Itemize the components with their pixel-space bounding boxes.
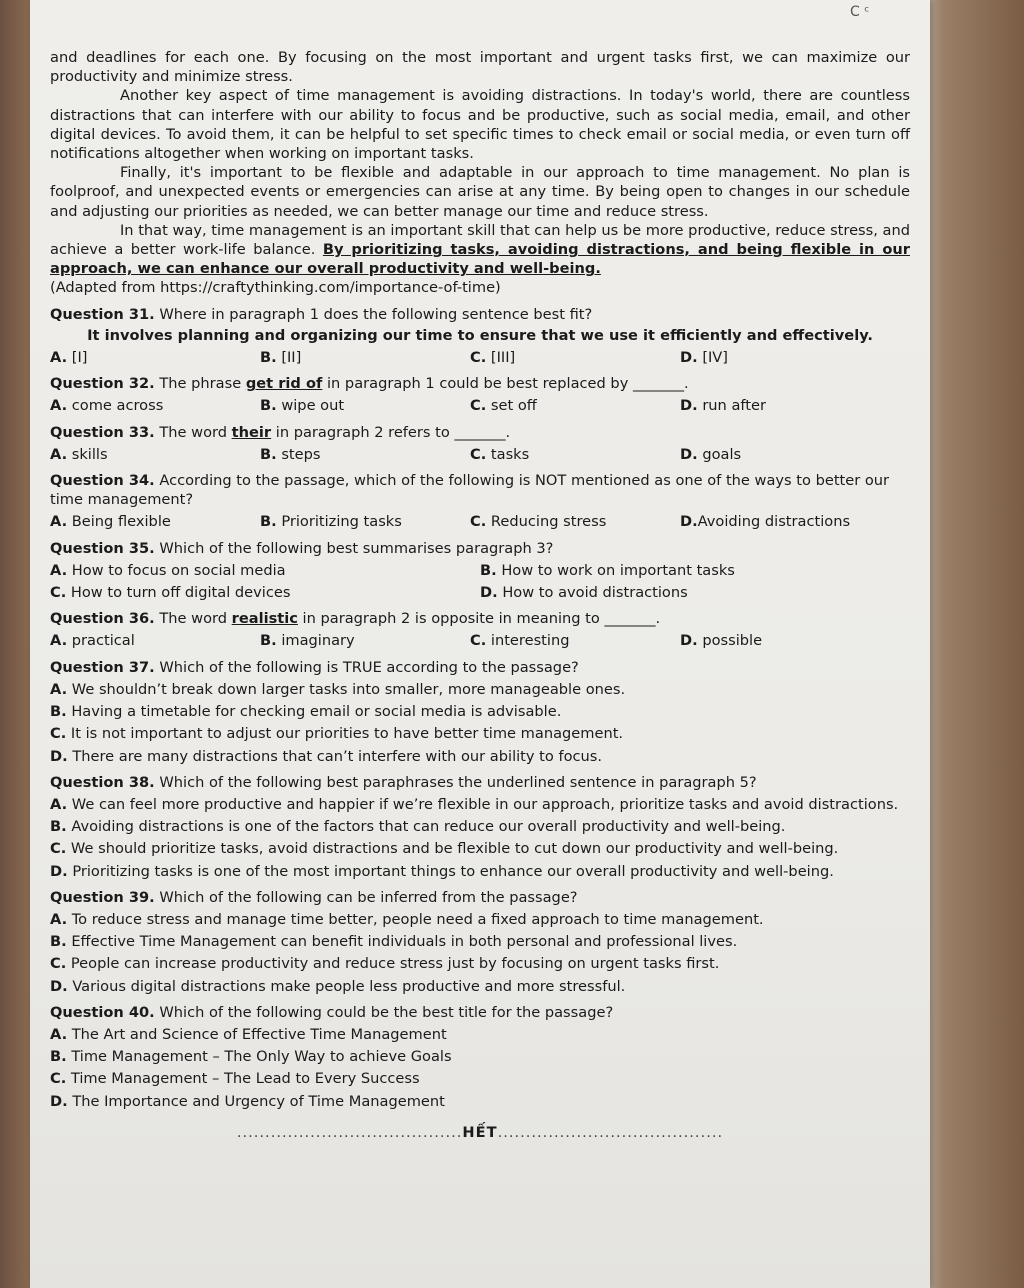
option-b[interactable] <box>260 631 470 650</box>
option-letter: A. <box>50 513 68 531</box>
question-39-text <box>50 888 910 907</box>
option-c[interactable] <box>50 839 910 858</box>
underlined-sentence: By prioritizing tasks, avoiding distractions, and being flexible in our approach, we can enhance our overall productivity and well-being. <box>50 241 910 278</box>
question-36-options <box>50 631 910 650</box>
option-text: Effective Time Management can benefit individuals in both personal and professional lives. <box>71 933 738 951</box>
question-33 <box>50 423 910 464</box>
option-c[interactable] <box>470 348 680 367</box>
option-text: The Importance and Urgency of Time Management <box>72 1092 445 1110</box>
option-text: We can feel more productive and happier if we’re flexible in our approach, prioritize tasks and avoid distractions. <box>71 795 899 813</box>
question-31-sentence: It involves planning and organizing our time to ensure that we use it efficiently and effectively. <box>87 326 873 344</box>
option-text: imaginary <box>281 632 355 650</box>
question-32-text <box>50 374 910 393</box>
question-36-text <box>50 609 910 628</box>
question-31-number: Question 31. <box>50 305 155 323</box>
option-letter: A. <box>50 795 68 813</box>
question-35-prompt: Which of the following best summarises paragraph 3? <box>154 539 554 557</box>
option-letter: C. <box>470 349 487 367</box>
option-letter: B. <box>480 561 497 579</box>
option-letter: A. <box>50 561 68 579</box>
option-text: wipe out <box>281 397 345 415</box>
page-mark: C ᶜ <box>850 4 870 20</box>
option-text: Being flexible <box>71 513 171 531</box>
option-d[interactable] <box>50 747 910 766</box>
option-letter: C. <box>470 445 487 463</box>
option-c[interactable] <box>470 396 680 415</box>
question-38-text <box>50 773 910 792</box>
option-text: steps <box>281 445 321 463</box>
option-letter: C. <box>470 632 487 650</box>
option-text: How to work on important tasks <box>501 561 735 579</box>
option-letter: C. <box>50 725 67 743</box>
question-35 <box>50 539 910 603</box>
option-text: Prioritizing tasks <box>281 513 402 531</box>
option-letter: A. <box>50 910 68 928</box>
question-36 <box>50 609 910 650</box>
option-text: We shouldn’t break down larger tasks into smaller, more manageable ones. <box>71 680 626 698</box>
end-dots-right: ........................................ <box>497 1123 724 1141</box>
option-text: Prioritizing tasks is one of the most important things to enhance our overall productivity and well-being. <box>72 862 834 880</box>
option-letter: D. <box>680 349 698 367</box>
option-c[interactable] <box>470 445 680 464</box>
option-text: It is not important to adjust our priorities to have better time management. <box>70 725 624 743</box>
question-38 <box>50 773 910 881</box>
option-b[interactable] <box>260 512 470 531</box>
question-32-keyword: get rid of <box>245 375 323 393</box>
option-text: set off <box>490 397 537 415</box>
option-letter: D. <box>50 862 68 880</box>
question-37-number: Question 37. <box>50 658 155 676</box>
paragraph-2: Another key aspect of time management is avoiding distractions. In today's world, there are countless distractions that can interfere with our ability to focus and be productive, such as social media, email, and other digital devices. To avoid them, it can be helpful to set specific times to check email or social media, or even turn off notifications altogether when working on important tasks. <box>50 87 910 163</box>
option-text: The Art and Science of Effective Time Management <box>71 1025 447 1043</box>
option-text: To reduce stress and manage time better, people need a fixed approach to time management. <box>71 910 764 928</box>
option-text: Avoiding distractions is one of the factors that can reduce our overall productivity and well-being. <box>71 818 786 836</box>
option-letter: A. <box>50 349 68 367</box>
option-b[interactable] <box>260 348 470 367</box>
question-33-keyword: their <box>231 423 272 441</box>
paragraph-4 <box>50 221 910 279</box>
option-letter: D. <box>680 397 698 415</box>
option-text: [III] <box>490 349 516 367</box>
option-b[interactable] <box>50 817 910 836</box>
exam-content <box>50 48 910 1142</box>
option-text: People can increase productivity and reduce stress just by focusing on urgent tasks first. <box>70 955 720 973</box>
option-b[interactable] <box>50 702 910 721</box>
question-40-text <box>50 1003 910 1022</box>
question-36-prompt-end: in paragraph 2 is opposite in meaning to _______. <box>297 610 661 628</box>
option-letter: B. <box>50 818 67 836</box>
option-d[interactable] <box>50 862 910 881</box>
question-33-prompt-end: in paragraph 2 refers to _______. <box>271 423 511 441</box>
question-35-options-row-2 <box>50 583 910 602</box>
option-text: practical <box>71 632 135 650</box>
option-letter: D. <box>680 513 698 531</box>
question-35-options-row-1 <box>50 561 910 580</box>
option-a[interactable] <box>50 910 910 929</box>
option-text: Having a timetable for checking email or social media is advisable. <box>71 703 562 721</box>
option-letter: B. <box>260 445 277 463</box>
question-36-prompt-start: The word <box>154 610 232 628</box>
question-35-number: Question 35. <box>50 539 155 557</box>
option-b[interactable] <box>50 932 910 951</box>
option-text: possible <box>702 632 763 650</box>
option-c[interactable] <box>470 512 680 531</box>
question-40 <box>50 1003 910 1111</box>
option-text: Time Management – The Lead to Every Success <box>70 1070 420 1088</box>
option-c[interactable] <box>50 724 910 743</box>
option-text: goals <box>702 445 742 463</box>
option-letter: C. <box>50 840 67 858</box>
question-34-text <box>50 471 910 509</box>
question-37 <box>50 658 910 766</box>
option-letter: B. <box>50 933 67 951</box>
option-d[interactable] <box>680 631 890 650</box>
option-letter: B. <box>260 632 277 650</box>
option-d[interactable] <box>50 977 910 996</box>
question-33-prompt-start: The word <box>154 423 232 441</box>
option-letter: B. <box>260 349 277 367</box>
question-34-number: Question 34. <box>50 472 155 490</box>
end-marker <box>50 1123 910 1142</box>
option-letter: C. <box>470 397 487 415</box>
option-text: Avoiding distractions <box>697 513 851 531</box>
option-text: tasks <box>490 445 530 463</box>
question-33-options <box>50 445 910 464</box>
option-d[interactable] <box>680 512 890 531</box>
option-b[interactable] <box>50 1047 910 1066</box>
source-citation: (Adapted from https://craftythinking.com/importance-of-time) <box>50 279 501 297</box>
option-letter: A. <box>50 445 68 463</box>
question-32-prompt-start: The phrase <box>154 375 246 393</box>
option-c[interactable] <box>50 583 480 602</box>
question-36-number: Question 36. <box>50 610 155 628</box>
option-text: [I] <box>71 349 88 367</box>
option-d[interactable] <box>680 396 890 415</box>
option-text: How to focus on social media <box>71 561 286 579</box>
question-32 <box>50 374 910 415</box>
question-37-prompt: Which of the following is TRUE according to the passage? <box>154 658 579 676</box>
option-a[interactable] <box>50 1025 910 1044</box>
option-a[interactable] <box>50 445 260 464</box>
option-text: How to avoid distractions <box>502 584 688 602</box>
question-39-number: Question 39. <box>50 888 155 906</box>
question-40-number: Question 40. <box>50 1003 155 1021</box>
question-34 <box>50 471 910 532</box>
option-letter: C. <box>470 513 487 531</box>
option-a[interactable] <box>50 348 260 367</box>
question-37-text <box>50 658 910 677</box>
option-letter: B. <box>50 1048 67 1066</box>
option-letter: C. <box>50 1070 67 1088</box>
option-letter: C. <box>50 955 67 973</box>
option-c[interactable] <box>50 1069 910 1088</box>
option-text: run after <box>702 397 766 415</box>
question-32-prompt-end: in paragraph 1 could be best replaced by _______. <box>322 375 689 393</box>
option-text: There are many distractions that can’t interfere with our ability to focus. <box>72 747 603 765</box>
question-34-prompt: According to the passage, which of the following is NOT mentioned as one of the ways to better our time management? <box>50 472 890 509</box>
option-c[interactable] <box>50 954 910 973</box>
question-33-number: Question 33. <box>50 423 155 441</box>
paragraph-1-end: and deadlines for each one. By focusing on the most important and urgent tasks first, we can maximize our productivity and minimize stress. <box>50 49 910 86</box>
question-34-options <box>50 512 910 531</box>
option-a[interactable] <box>50 512 260 531</box>
option-letter: D. <box>680 632 698 650</box>
option-text: [II] <box>281 349 302 367</box>
option-letter: B. <box>260 397 277 415</box>
question-32-options <box>50 396 910 415</box>
option-b[interactable] <box>260 445 470 464</box>
option-letter: D. <box>50 977 68 995</box>
option-d[interactable] <box>50 1092 910 1111</box>
option-text: [IV] <box>702 349 728 367</box>
option-a[interactable] <box>50 561 480 580</box>
question-32-number: Question 32. <box>50 375 155 393</box>
option-text: come across <box>71 397 164 415</box>
option-a[interactable] <box>50 631 260 650</box>
option-letter: C. <box>50 584 67 602</box>
option-letter: A. <box>50 632 68 650</box>
question-39 <box>50 888 910 996</box>
option-letter: D. <box>50 1092 68 1110</box>
question-31-prompt: Where in paragraph 1 does the following sentence best fit? <box>154 305 593 323</box>
question-36-keyword: realistic <box>231 610 298 628</box>
option-letter: B. <box>50 703 67 721</box>
option-c[interactable] <box>470 631 680 650</box>
end-text: HẾT <box>462 1123 498 1141</box>
question-39-prompt: Which of the following can be inferred from the passage? <box>154 888 578 906</box>
option-letter: D. <box>50 747 68 765</box>
option-text: We should prioritize tasks, avoid distractions and be flexible to cut down our productivity and well-being. <box>70 840 839 858</box>
option-letter: A. <box>50 397 68 415</box>
option-d[interactable] <box>680 445 890 464</box>
option-text: Reducing stress <box>490 513 607 531</box>
question-40-prompt: Which of the following could be the best title for the passage? <box>154 1003 614 1021</box>
option-text: skills <box>71 445 108 463</box>
option-b[interactable] <box>260 396 470 415</box>
paragraph-4-start: In that way, time management is an important skill that can help us be more productive, reduce stress, and achieve a better work-life balance. <box>50 221 910 259</box>
option-letter: D. <box>680 445 698 463</box>
option-letter: B. <box>260 513 277 531</box>
option-letter: D. <box>480 584 498 602</box>
question-31 <box>50 305 910 368</box>
option-d[interactable] <box>680 348 890 367</box>
option-text: interesting <box>490 632 570 650</box>
option-a[interactable] <box>50 680 910 699</box>
option-text: Various digital distractions make people less productive and more stressful. <box>72 977 626 995</box>
option-letter: A. <box>50 1025 68 1043</box>
end-dots-left: ........................................ <box>236 1123 463 1141</box>
paragraph-3: Finally, it's important to be flexible and adaptable in our approach to time management. No plan is foolproof, and unexpected events or emergencies can arise at any time. By being open to changes in our schedule and adjusting our priorities as needed, we can better manage our time and reduce stress. <box>50 164 910 220</box>
option-b[interactable] <box>480 561 910 580</box>
question-31-text <box>50 305 910 324</box>
question-33-text <box>50 423 910 442</box>
question-38-number: Question 38. <box>50 773 155 791</box>
question-38-prompt: Which of the following best paraphrases the underlined sentence in paragraph 5? <box>154 773 757 791</box>
exam-paper <box>30 0 930 1288</box>
option-a[interactable] <box>50 795 910 814</box>
option-a[interactable] <box>50 396 260 415</box>
option-text: Time Management – The Only Way to achieve Goals <box>71 1048 452 1066</box>
question-31-options <box>50 348 910 367</box>
option-d[interactable] <box>480 583 910 602</box>
option-letter: A. <box>50 680 68 698</box>
option-text: How to turn off digital devices <box>70 584 291 602</box>
question-35-text <box>50 539 910 558</box>
